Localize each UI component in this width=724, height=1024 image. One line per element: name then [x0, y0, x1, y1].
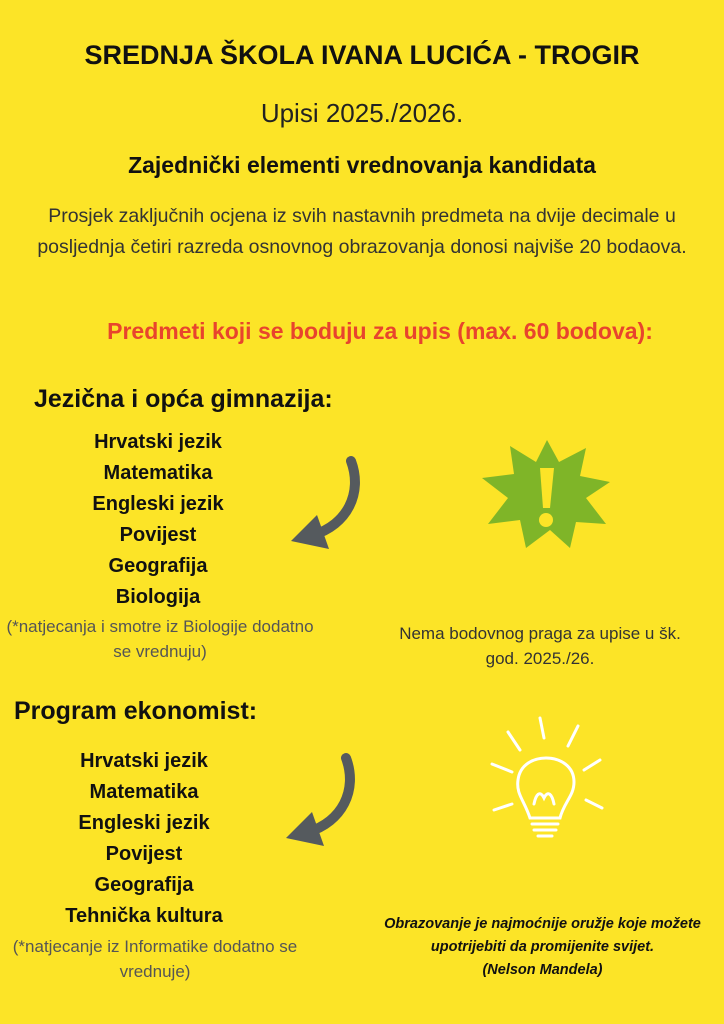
points-title: Predmeti koji se boduju za upis (max. 60 bodova): [107, 318, 653, 344]
subject-item: Povijest [105, 843, 183, 865]
subject-item: Geografija [108, 555, 208, 577]
economist-note: (*natjecanje iz Informatike dodatno se vrednuje) [12, 937, 298, 981]
section-heading: Zajednički elementi vrednovanja kandidata [128, 152, 596, 178]
intro-text: Prosjek zaključnih ocjena iz svih nastavnih predmeta na dvije decimale u posljednja četiri razreda osnovnog obrazovanja donosi najviše 20 bodaova. [37, 205, 687, 258]
subject-item: Engleski jezik [78, 812, 210, 834]
subject-item: Povijest [119, 524, 197, 546]
subject-item: Hrvatski jezik [80, 750, 208, 772]
quote-author: (Nelson Mandela) [482, 962, 603, 978]
page-subtitle: Upisi 2025./2026. [260, 98, 464, 128]
lightbulb-icon [478, 710, 628, 850]
subject-item: Geografija [94, 874, 194, 896]
no-threshold-text: Nema bodovnog praga za upise u šk. god. 2025./26. [399, 624, 681, 668]
gymnasium-subject-list [8, 427, 308, 613]
subject-item: Matematika [89, 781, 199, 803]
curved-arrow-icon [285, 455, 375, 555]
economist-subject-list [0, 746, 294, 932]
subject-item: Biologija [115, 586, 201, 608]
subject-item: Matematika [103, 462, 213, 484]
subject-item: Engleski jezik [92, 493, 224, 515]
exclamation-starburst-icon [482, 440, 612, 550]
quote-block [365, 913, 720, 982]
quote-text: Obrazovanje je najmoćnije oružje koje možete upotrijebiti da promijenite svijet. [384, 916, 701, 955]
gymnasium-note: (*natjecanja i smotre iz Biologije dodatno se vrednuju) [6, 617, 314, 661]
curved-arrow-icon [280, 752, 370, 852]
subject-item: Tehnička kultura [65, 905, 223, 927]
page-title: SREDNJA ŠKOLA IVANA LUCIĆA - TROGIR [84, 40, 640, 70]
gymnasium-heading: Jezična i opća gimnazija: [34, 385, 333, 413]
economist-heading: Program ekonomist: [14, 697, 258, 725]
subject-item: Hrvatski jezik [94, 431, 222, 453]
